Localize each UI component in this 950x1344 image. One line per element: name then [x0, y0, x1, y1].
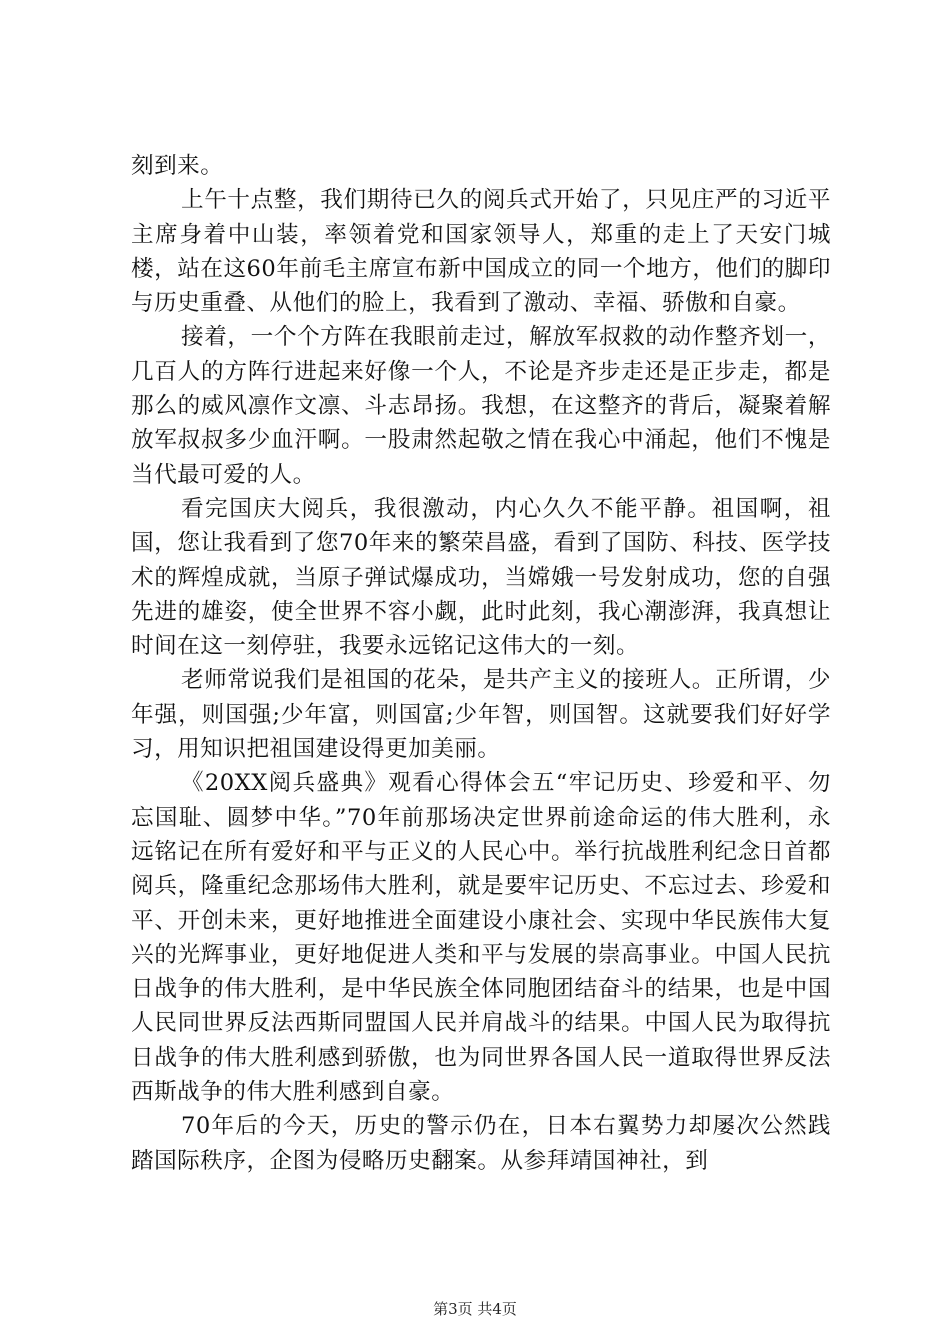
paragraph: 老师常说我们是祖国的花朵，是共产主义的接班人。正所谓，少年强，则国强;少年富，则国富;少年智，则国智。这就要我们好好学习，用知识把祖国建设得更加美丽。 — [131, 667, 831, 763]
paragraph-continuation: 刻到来。 — [131, 153, 224, 179]
page-number-footer: 第3页 共4页 — [433, 1300, 517, 1318]
paragraph: 上午十点整，我们期待已久的阅兵式开始了，只见庄严的习近平主席身着中山装，率领着党和国家领导人，郑重的走上了天安门城楼，站在这60年前毛主席宣布新中国成立的同一个地方，他们的脚印与历史重叠、从他们的脸上，我看到了激动、幸福、骄傲和自豪。 — [131, 187, 831, 317]
paragraph: 看完国庆大阅兵，我很激动，内心久久不能平静。祖国啊，祖国，您让我看到了您70年来的繁荣昌盛，看到了国防、科技、医学技术的辉煌成就，当原子弹试爆成功，当嫦娥一号发射成功，您的自强先进的雄姿，使全世界不容小觑，此时此刻，我心潮澎湃，我真想让时间在这一刻停驻，我要永远铭记这伟大的一刻。 — [131, 495, 831, 660]
paragraph: 70年后的今天，历史的警示仍在，日本右翼势力却屡次公然践踏国际秩序，企图为侵略历史翻案。从参拜靖国神社，到 — [131, 1113, 831, 1174]
paragraph: 接着，一个个方阵在我眼前走过，解放军叔救的动作整齐划一，几百人的方阵行进起来好像一个人，不论是齐步走还是正步走，都是那么的威风凛作文凛、斗志昂扬。我想，在这整齐的背后，凝聚着解放军叔叔多少血汗啊。一股肃然起敬之情在我心中涌起，他们不愧是当代最可爱的人。 — [131, 324, 831, 488]
document-body — [131, 149, 831, 1178]
paragraph: 《20XX阅兵盛典》观看心得体会五“牢记历史、珍爱和平、勿忘国耻、圆梦中华。”70年前那场决定世界前途命运的伟大胜利，永远铭记在所有爱好和平与正义的人民心中。举行抗战胜利纪念日首都阅兵，隆重纪念那场伟大胜利，就是要牢记历史、不忘过去、珍爱和平、开创未来，更好地推进全面建设小康社会、实现中华民族伟大复兴的光辉事业，更好地促进人类和平与发展的崇高事业。中国人民抗日战争的伟大胜利，是中华民族全体同胞团结奋斗的结果，也是中国人民同世界反法西斯同盟国人民并肩战斗的结果。中国人民为取得抗日战争的伟大胜利感到骄傲，也为同世界各国人民一道取得世界反法西斯战争的伟大胜利感到自豪。 — [131, 770, 831, 1106]
